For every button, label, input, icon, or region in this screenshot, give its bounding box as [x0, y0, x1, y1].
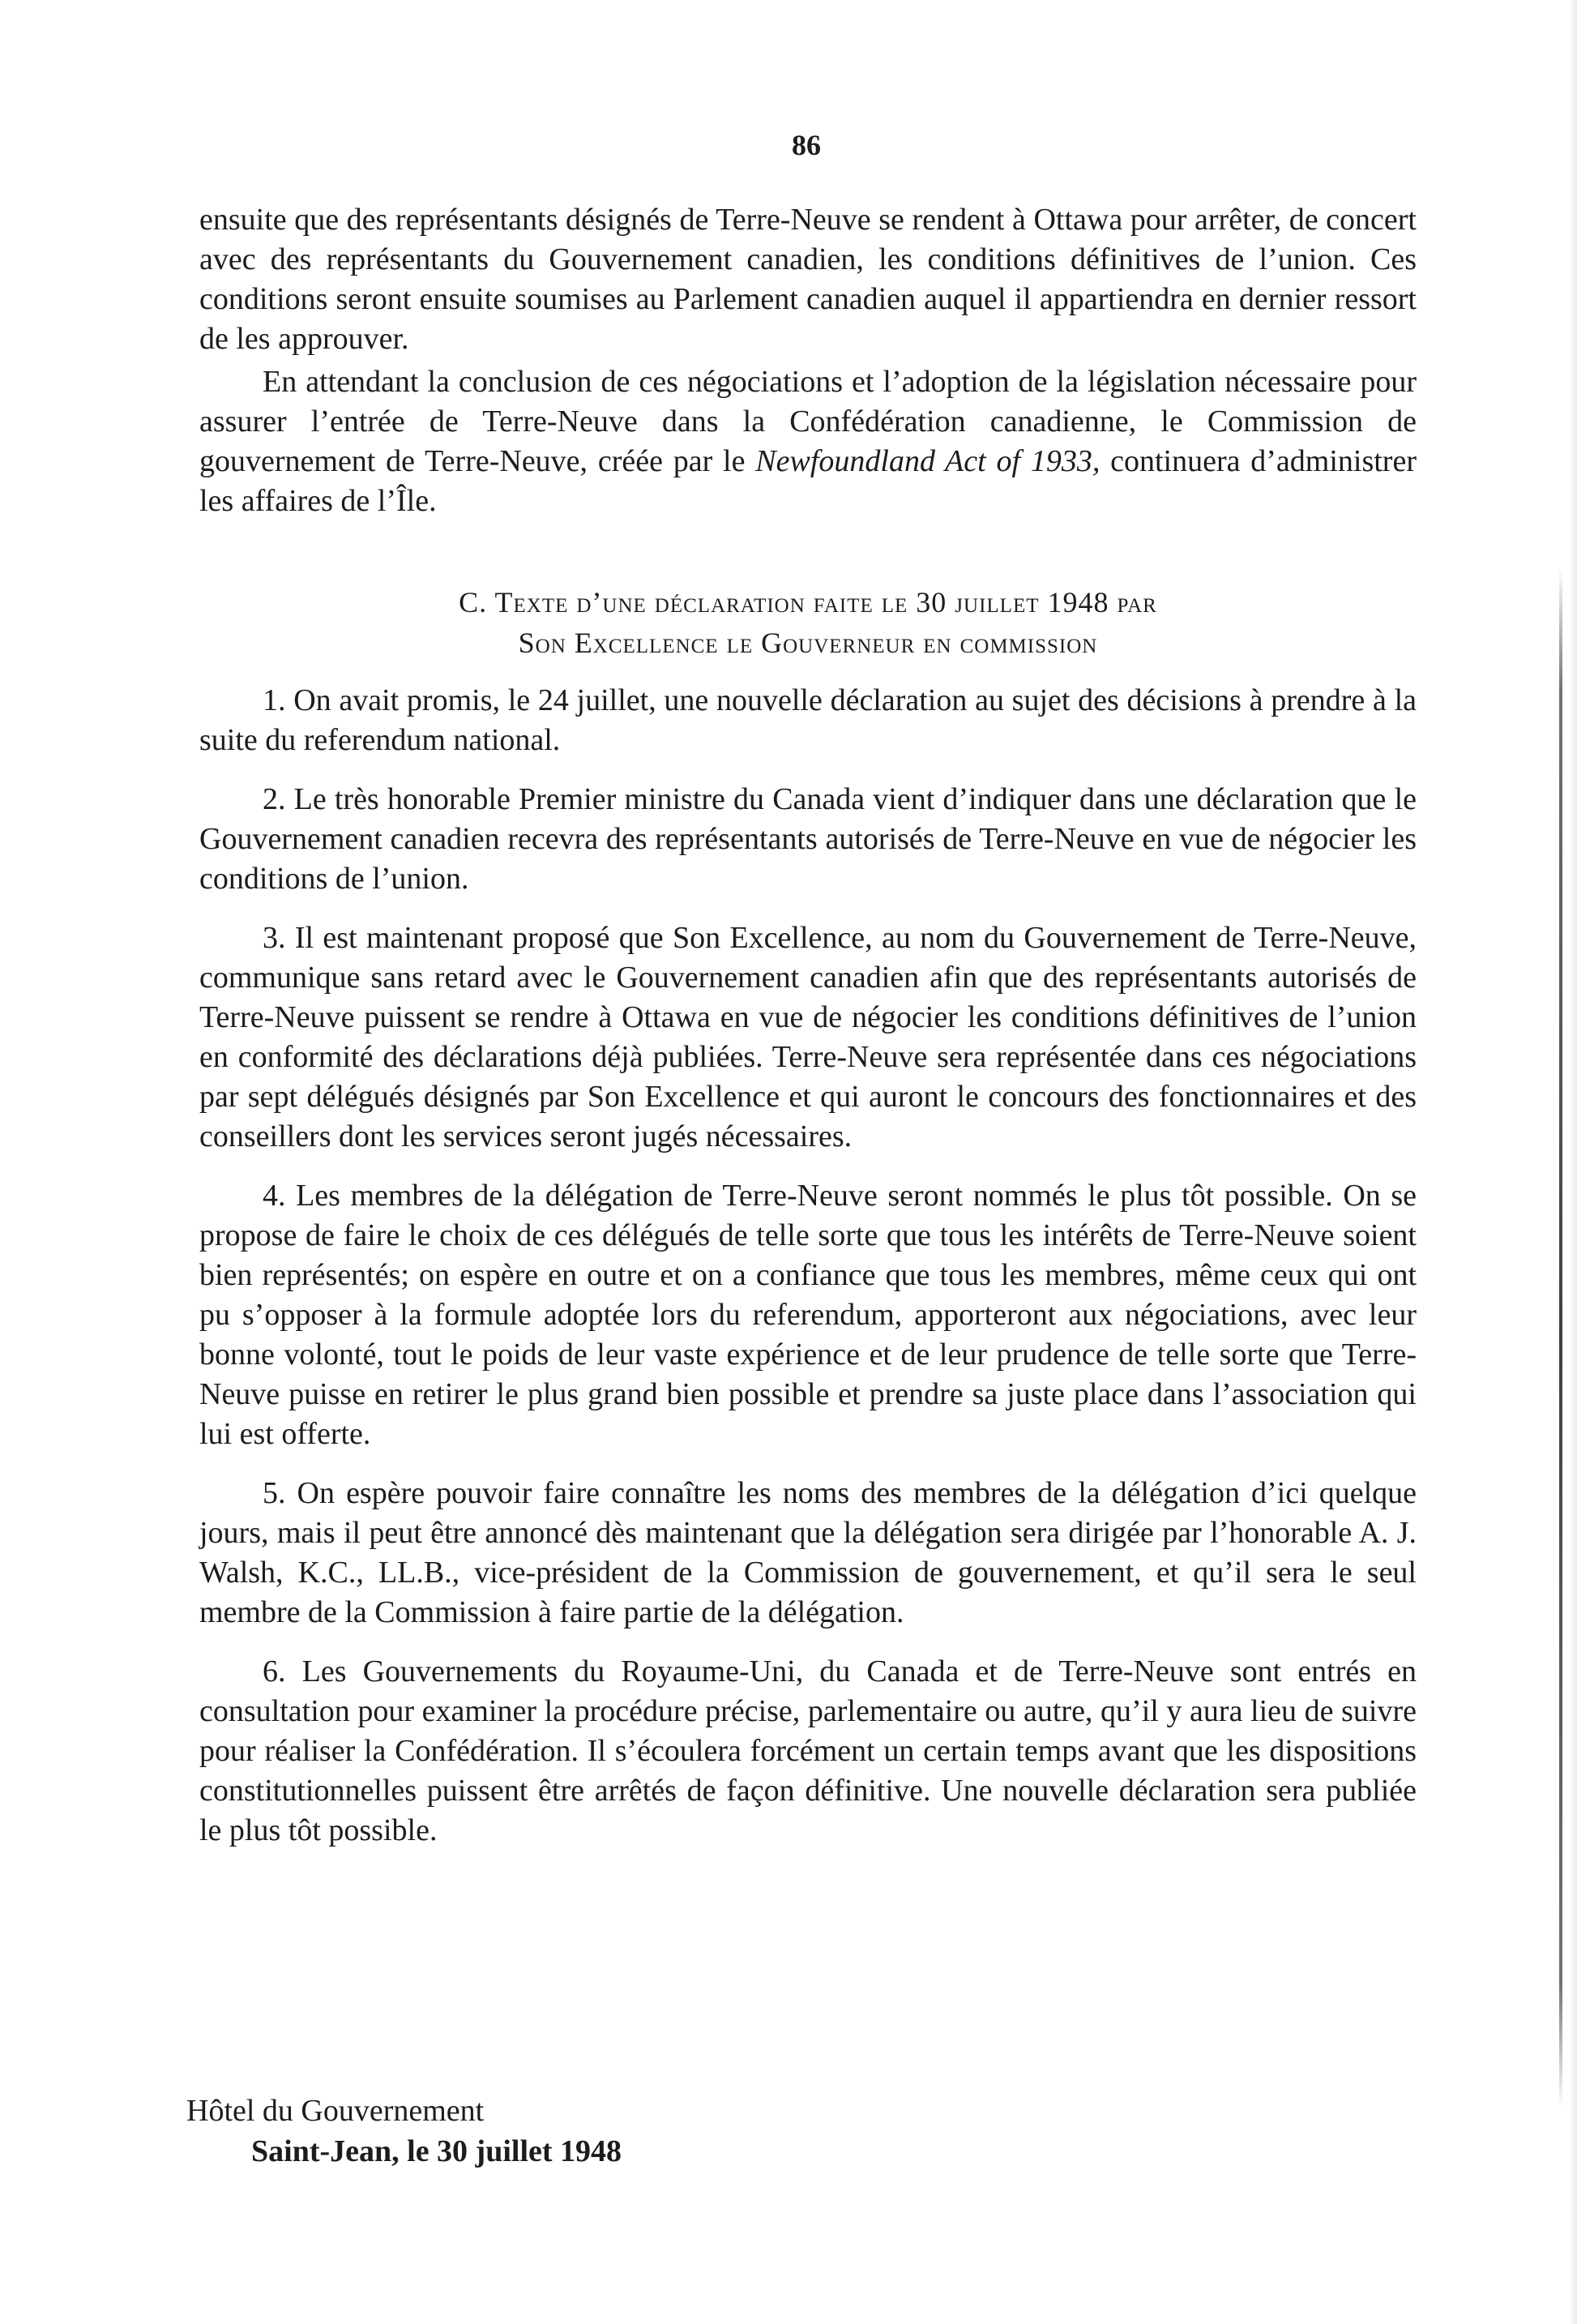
closing-date	[251, 2132, 622, 2172]
intro-paragraph-1: ensuite que des représentants désignés de Terre-Neuve se rendent à Ottawa pour arrêter, de concert avec des représentants du Gouvernement canadien, les conditions définitives de l’union. Ces conditions seront ensuite soumises au Parlement canadien auquel il appartiendra en dernier ressort de les approuver.	[199, 203, 1417, 356]
intro-section	[199, 200, 1417, 521]
declaration-paragraph-3: 3. Il est maintenant proposé que Son Excellence, au nom du Gouvernement de Terre-Neuve, communique sans retard avec le Gouvernement canadien afin que des représentants autorisés de Terre-Neuve puissent se rendre à Ottawa en vue de négocier les conditions définitives de l’union en conformité des déclarations déjà publiées. Terre-Neuve sera représentée dans ces négociations par sept délégués désignés par Son Excellence et qui auront le concours des fonctionnaires et des conseillers dont les services seront jugés nécessaires.	[199, 921, 1417, 1153]
intro-paragraph-2-text-end: continuera d’administrer les affaires de l’Île.	[199, 444, 1417, 518]
scan-edge-shadow	[1569, 0, 1577, 2324]
declaration-paragraph-5: 5. On espère pouvoir faire connaître les noms des membres de la délégation d’ici quelque jours, mais il peut être annoncé dès maintenant que la délégation sera dirigée par l’honorable A. J. Walsh, K.C., LL.B., vice-président de la Commission de gouvernement, et qu’il sera le seul membre de la Commission à faire partie de la délégation.	[199, 1476, 1417, 1629]
act-title: Newfoundland Act of 1933,	[755, 444, 1100, 478]
section-heading	[199, 582, 1417, 663]
closing-place: Hôtel du Gouvernement	[186, 2094, 485, 2128]
intro-paragraph-2-text-start: En attendant la conclusion de ces négociations et l’adoption de la législation nécessaire pour assurer l’entrée de Terre-Neuve dans la Confédération canadienne, le Commission de gouvernement de Terre-Neuve, créée par le	[199, 365, 1417, 478]
declaration-paragraph-6: 6. Les Gouvernements du Royaume-Uni, du Canada et de Terre-Neuve sont entrés en consultation pour examiner la procédure précise, parlementaire ou autre, qu’il y aura lieu de suivre pour réaliser la Confédération. Il s’écoulera forcément un certain temps avant que les dispositions constitutionnelles puissent être arrêtés de façon définitive. Une nouvelle déclaration sera publiée le plus tôt possible.	[199, 1654, 1417, 1847]
section-heading-line-2: Son Excellence le Gouverneur en commission	[518, 627, 1098, 659]
closing-date-text: Saint-Jean, le 30 juillet 1948	[251, 2134, 622, 2168]
declaration-body	[199, 681, 1417, 1870]
declaration-paragraph-1: 1. On avait promis, le 24 juillet, une nouvelle déclaration au sujet des décisions à prendre à la suite du referendum national.	[199, 683, 1417, 757]
declaration-paragraph-2: 2. Le très honorable Premier ministre du Canada vient d’indiquer dans une déclaration que le Gouvernement canadien recevra des représentants autorisés de Terre-Neuve en vue de négocier les conditions de l’union.	[199, 782, 1417, 896]
section-heading-line-1: C. Texte d’une déclaration faite le 30 juillet 1948 par	[459, 586, 1157, 618]
intro-paragraph-2	[199, 362, 1417, 521]
scan-edge-line	[1559, 567, 1562, 2108]
page-number: 86	[792, 129, 821, 161]
declaration-paragraph-4: 4. Les membres de la délégation de Terre-Neuve seront nommés le plus tôt possible. On se propose de faire le choix de ces délégués de telle sorte que tous les intérêts de Terre-Neuve soient bien représentés; on espère en outre et on a confiance que tous les membres, même ceux qui ont pu s’opposer à la formule adoptée lors du referendum, apporteront aux négociations, avec leur bonne volonté, tout le poids de leur vaste expérience et de leur prudence de telle sorte que Terre-Neuve puisse en retirer le plus grand bien possible et prendre sa juste place dans l’association qui lui est offerte.	[199, 1179, 1417, 1451]
